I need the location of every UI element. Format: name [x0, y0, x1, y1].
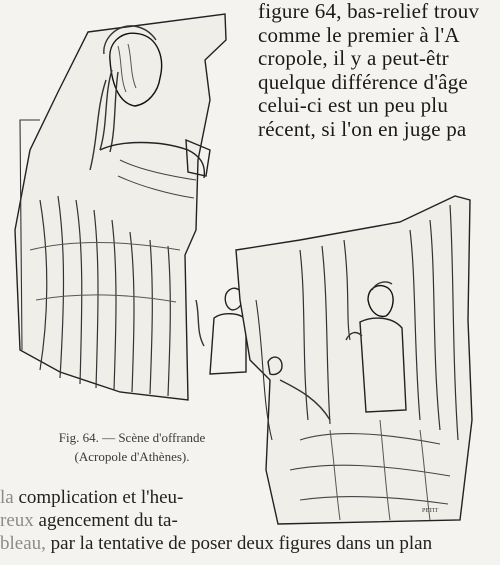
body-line-1: figure 64, bas-relief trouv [258, 0, 480, 23]
left-relief-fragment [15, 14, 246, 400]
body-line-2: comme le premier à l'A [258, 22, 460, 47]
artist-signature: PETIT [422, 508, 439, 514]
bottom-line-3-text: par la tentative de poser deux figures dans un plan [50, 533, 433, 554]
bottom-line-2-text: agencement du ta- [38, 510, 178, 531]
right-relief-fragment [236, 196, 472, 524]
bottom-line-1-text: complication et l'heu- [18, 487, 184, 508]
caption-line-1: Fig. 64. — Scène d'offrande [58, 430, 206, 445]
body-line-5: celui-ci est un peu plu [258, 93, 449, 117]
bottom-line-2-faded: reux [0, 510, 39, 531]
bottom-line-2 [0, 509, 500, 532]
body-line-6: récent, si l'on en juge pa [258, 116, 467, 141]
caption-line-2: (Acropole d'Athènes). [74, 449, 190, 464]
bottom-text-block [0, 486, 500, 555]
body-line-4: quelque différence d'âge [258, 69, 468, 94]
bottom-line-3-faded: bleau, [0, 533, 51, 554]
body-text-block [258, 0, 500, 141]
bottom-line-1 [0, 486, 500, 509]
figure-caption [22, 428, 242, 466]
bottom-line-1-faded: la [0, 487, 19, 508]
bottom-line-3 [0, 532, 500, 555]
body-line-3: cropole, il y a peut-êtr [258, 46, 449, 70]
